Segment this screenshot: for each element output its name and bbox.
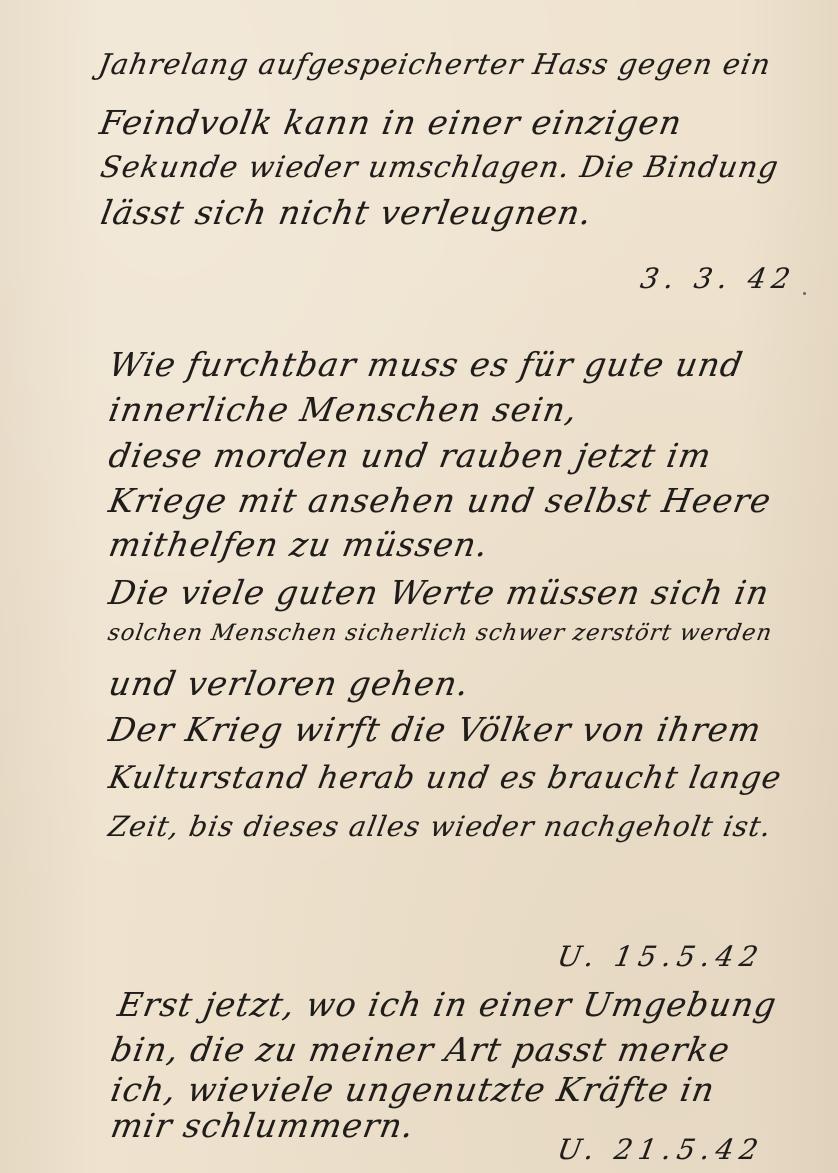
entry-date: U. 15.5.42 (555, 940, 767, 973)
handwritten-line: lässt sich nicht verleugnen. (98, 193, 596, 232)
handwritten-line: Zeit, bis dieses alles wieder nachgeholt ist. (106, 810, 775, 843)
handwritten-line: Feindvolk kann in einer einzigen (97, 103, 686, 142)
handwritten-line: solchen Menschen sicherlich schwer zerstört werden (106, 620, 775, 646)
ink-speck (803, 292, 806, 295)
handwritten-line: diese morden und rauben jetzt im (106, 436, 715, 475)
handwritten-line: Sekunde wieder umschlagen. Die Bindung (98, 150, 782, 184)
handwritten-line: innerliche Menschen sein, (106, 390, 581, 429)
handwritten-line: Kulturstand herab und es braucht lange (106, 760, 785, 796)
handwritten-line: mithelfen zu müssen. (106, 525, 492, 564)
entry-date: U. 21.5.42 (555, 1133, 767, 1166)
handwritten-line: mir schlummern. (108, 1106, 418, 1145)
handwritten-line: Kriege mit ansehen und selbst Heere (106, 481, 775, 520)
entry-date: 3. 3. 42 (638, 262, 799, 295)
handwritten-line: Die viele guten Werte müssen sich in (106, 573, 773, 612)
handwritten-line: bin, die zu meiner Art passt merke (108, 1030, 734, 1069)
handwritten-line: Der Krieg wirft die Völker von ihrem (106, 710, 765, 749)
handwritten-line: ich, wieviele ungenutzte Kräfte in (108, 1070, 719, 1109)
handwritten-line: Wie furchtbar muss es für gute und (106, 345, 747, 384)
handwritten-line: Jahrelang aufgespeicherter Hass gegen ein (96, 48, 774, 81)
handwritten-line: Erst jetzt, wo ich in einer Umgebung (115, 985, 781, 1024)
handwritten-line: und verloren gehen. (106, 664, 473, 703)
